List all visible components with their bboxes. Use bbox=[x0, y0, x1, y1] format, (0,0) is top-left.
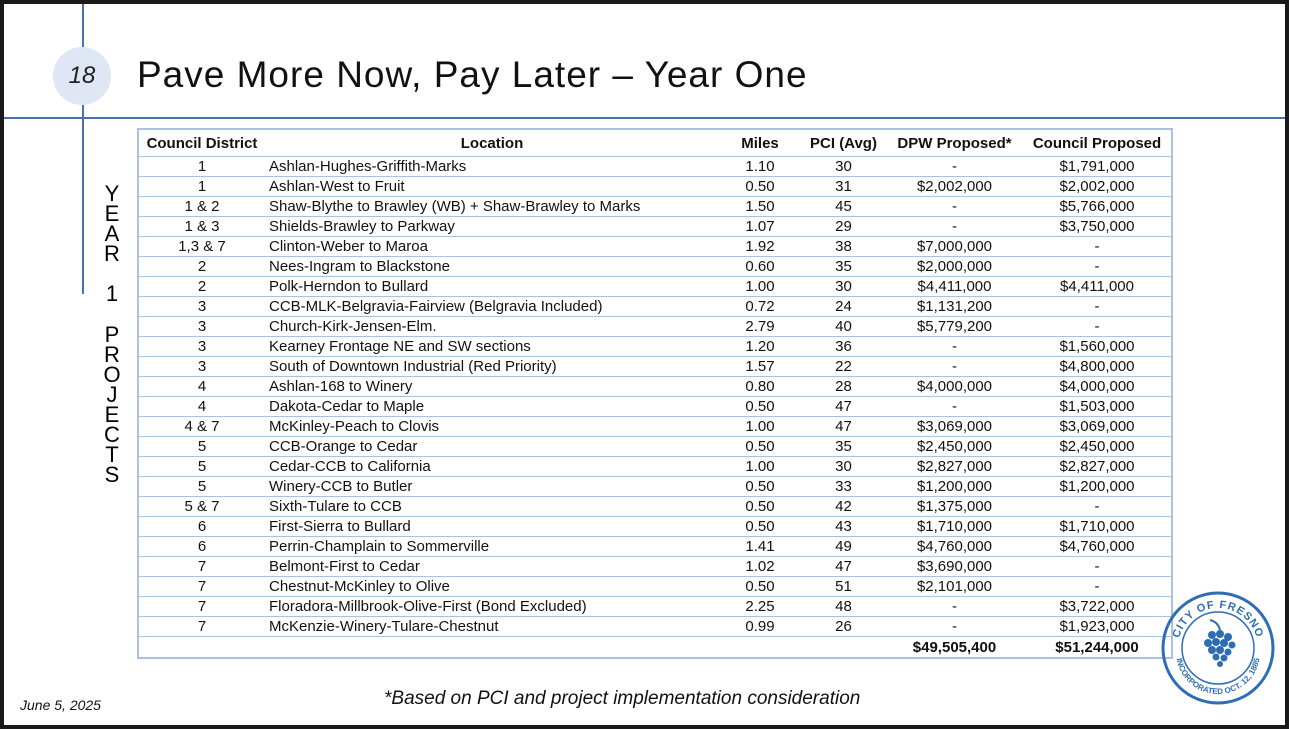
cell-district: 2 bbox=[138, 257, 265, 277]
cell-district: 5 bbox=[138, 477, 265, 497]
total-council: $51,244,000 bbox=[1023, 637, 1172, 659]
cell-council: $4,760,000 bbox=[1023, 537, 1172, 557]
table-row bbox=[138, 397, 1172, 417]
table-row bbox=[138, 277, 1172, 297]
cell-council: $1,923,000 bbox=[1059, 618, 1135, 635]
cell-miles: 1.00 bbox=[719, 457, 801, 477]
header-location: Location bbox=[265, 129, 719, 157]
cell-council: - bbox=[1023, 257, 1172, 277]
svg-text:INCORPORATED OCT. 12, 1885: INCORPORATED OCT. 12, 1885 bbox=[1174, 657, 1262, 697]
cell-miles: 0.60 bbox=[719, 257, 801, 277]
cell-location: Dakota-Cedar to Maple bbox=[265, 397, 719, 417]
cell-pci: 40 bbox=[801, 317, 886, 337]
table-row bbox=[138, 457, 1172, 477]
cell-council: $1,560,000 bbox=[1023, 337, 1172, 357]
cell-dpw: - bbox=[886, 357, 1023, 377]
cell-pci: 51 bbox=[801, 577, 886, 597]
table-row bbox=[138, 237, 1172, 257]
table-row bbox=[138, 197, 1172, 217]
header-pci: PCI (Avg) bbox=[801, 129, 886, 157]
cell-location: Ashlan-Hughes-Griffith-Marks bbox=[265, 157, 719, 177]
cell-pci: 29 bbox=[801, 217, 886, 237]
cell-council: $4,411,000 bbox=[1023, 277, 1172, 297]
cell-location: Shields-Brawley to Parkway bbox=[265, 217, 719, 237]
cell-pci: 30 bbox=[801, 277, 886, 297]
cell-pci: 28 bbox=[801, 377, 886, 397]
side-label-char: J bbox=[106, 381, 118, 407]
table-row bbox=[138, 377, 1172, 397]
table-row bbox=[138, 477, 1172, 497]
cell-miles: 0.99 bbox=[745, 618, 775, 635]
cell-dpw: $4,411,000 bbox=[886, 277, 1023, 297]
city-of-fresno-seal bbox=[1160, 590, 1276, 706]
cell-district: 3 bbox=[138, 337, 265, 357]
cell-district: 1 bbox=[138, 157, 265, 177]
cell-district: 7 bbox=[138, 597, 265, 617]
cell-location: Belmont-First to Cedar bbox=[265, 557, 719, 577]
cell-council: - bbox=[1023, 237, 1172, 257]
cell-council: $3,722,000 bbox=[1023, 597, 1172, 617]
side-label-char: O bbox=[103, 361, 121, 387]
cell-dpw: - bbox=[886, 197, 1023, 217]
table-row bbox=[138, 497, 1172, 517]
slide-number: 18 bbox=[53, 47, 111, 105]
cell-miles: 1.00 bbox=[719, 417, 801, 437]
cell-district: 7 bbox=[197, 618, 207, 635]
cell-district: 3 bbox=[138, 317, 265, 337]
cell-dpw: $3,069,000 bbox=[886, 417, 1023, 437]
cell-pci: 36 bbox=[801, 337, 886, 357]
cell-dpw: - bbox=[886, 397, 1023, 417]
cell-location: Cedar-CCB to California bbox=[265, 457, 719, 477]
table-row bbox=[138, 437, 1172, 457]
side-label-char: R bbox=[104, 241, 120, 267]
cell-district: 6 bbox=[138, 537, 265, 557]
cell-district: 3 bbox=[138, 357, 265, 377]
cell-miles: 1.50 bbox=[719, 197, 801, 217]
table-row bbox=[138, 257, 1172, 277]
cell-miles: 1.07 bbox=[719, 217, 801, 237]
table-row bbox=[138, 157, 1172, 177]
cell-dpw: $2,827,000 bbox=[886, 457, 1023, 477]
side-label-char: A bbox=[104, 221, 120, 247]
cell-pci: 33 bbox=[801, 477, 886, 497]
totals-row bbox=[138, 637, 1172, 659]
cell-district: 3 bbox=[138, 297, 265, 317]
cell-pci: 24 bbox=[801, 297, 886, 317]
cell-council: $4,800,000 bbox=[1023, 357, 1172, 377]
cell-pci: 35 bbox=[801, 257, 886, 277]
cell-miles: 1.41 bbox=[719, 537, 801, 557]
table-row bbox=[138, 317, 1172, 337]
cell-miles: 0.50 bbox=[719, 497, 801, 517]
table-row bbox=[138, 177, 1172, 197]
cell-location: CCB-MLK-Belgravia-Fairview (Belgravia Included) bbox=[265, 297, 719, 317]
cell-dpw: $4,000,000 bbox=[886, 377, 1023, 397]
cell-dpw: $1,710,000 bbox=[886, 517, 1023, 537]
cell-miles: 1.20 bbox=[719, 337, 801, 357]
table-row bbox=[138, 357, 1172, 377]
cell-pci: 30 bbox=[801, 457, 886, 477]
date-label: June 5, 2025 bbox=[20, 697, 101, 713]
cell-council: $2,450,000 bbox=[1023, 437, 1172, 457]
grape-cluster-icon bbox=[1204, 620, 1236, 667]
header-council-district: Council District bbox=[138, 129, 265, 157]
cell-district: 1 & 2 bbox=[138, 197, 265, 217]
cell-district: 1,3 & 7 bbox=[138, 237, 265, 257]
cell-pci: 31 bbox=[801, 177, 886, 197]
table-row bbox=[138, 337, 1172, 357]
cell-miles: 0.50 bbox=[719, 517, 801, 537]
footnote: *Based on PCI and project implementation consideration bbox=[384, 688, 861, 709]
cell-miles: 0.72 bbox=[719, 297, 801, 317]
cell-dpw: $2,000,000 bbox=[886, 257, 1023, 277]
cell-dpw: $1,131,200 bbox=[886, 297, 1023, 317]
side-label-char: 1 bbox=[105, 281, 119, 307]
cell-miles: 1.00 bbox=[719, 277, 801, 297]
cell-council: $2,002,000 bbox=[1023, 177, 1172, 197]
cell-location: Shaw-Blythe to Brawley (WB) + Shaw-Brawley to Marks bbox=[265, 197, 719, 217]
cell-dpw: $1,200,000 bbox=[886, 477, 1023, 497]
cell-district: 5 & 7 bbox=[138, 497, 265, 517]
cell-council: $5,766,000 bbox=[1023, 197, 1172, 217]
header-council-proposed: Council Proposed bbox=[1023, 129, 1172, 157]
cell-pci: 47 bbox=[801, 397, 886, 417]
cell-pci: 48 bbox=[801, 597, 886, 617]
svg-text:CITY OF FRESNO: CITY OF FRESNO bbox=[1170, 598, 1266, 640]
cell-council: - bbox=[1023, 297, 1172, 317]
cell-miles: 0.50 bbox=[719, 177, 801, 197]
cell-district: 5 bbox=[138, 457, 265, 477]
side-label-char: E bbox=[104, 201, 120, 227]
cell-district: 7 bbox=[138, 577, 265, 597]
table-row bbox=[138, 597, 1172, 617]
side-label-char: P bbox=[104, 321, 120, 347]
cell-pci: 30 bbox=[801, 157, 886, 177]
side-label-char: T bbox=[105, 442, 119, 468]
cell-location: Chestnut-McKinley to Olive bbox=[265, 577, 719, 597]
cell-location: McKinley-Peach to Clovis bbox=[265, 417, 719, 437]
cell-miles: 1.92 bbox=[719, 237, 801, 257]
cell-pci: 47 bbox=[801, 557, 886, 577]
cell-dpw: - bbox=[886, 597, 1023, 617]
cell-council: $1,791,000 bbox=[1023, 157, 1172, 177]
cell-location: South of Downtown Industrial (Red Priority) bbox=[265, 357, 719, 377]
cell-council: $3,750,000 bbox=[1023, 217, 1172, 237]
side-label-year-1-projects bbox=[100, 181, 124, 488]
cell-district: 6 bbox=[138, 517, 265, 537]
cell-pci: 49 bbox=[801, 537, 886, 557]
cell-dpw: $3,690,000 bbox=[886, 557, 1023, 577]
table-row bbox=[138, 517, 1172, 537]
cell-location: Polk-Herndon to Bullard bbox=[265, 277, 719, 297]
cell-location: Winery-CCB to Butler bbox=[265, 477, 719, 497]
cell-miles: 2.25 bbox=[719, 597, 801, 617]
cell-council: - bbox=[1023, 577, 1172, 597]
cell-dpw: - bbox=[952, 618, 957, 635]
cell-pci: 42 bbox=[801, 497, 886, 517]
cell-pci: 45 bbox=[801, 197, 886, 217]
cell-miles: 2.79 bbox=[719, 317, 801, 337]
cell-location: Ashlan-168 to Winery bbox=[265, 377, 719, 397]
cell-dpw: $2,002,000 bbox=[886, 177, 1023, 197]
cell-council: - bbox=[1023, 557, 1172, 577]
cell-pci: 22 bbox=[801, 357, 886, 377]
table-row bbox=[138, 557, 1172, 577]
cell-district: 2 bbox=[138, 277, 265, 297]
cell-location: CCB-Orange to Cedar bbox=[265, 437, 719, 457]
cell-dpw: - bbox=[886, 157, 1023, 177]
cell-pci: 35 bbox=[801, 437, 886, 457]
cell-dpw: $2,450,000 bbox=[886, 437, 1023, 457]
side-label-char: Y bbox=[104, 181, 120, 206]
table-body bbox=[138, 157, 1172, 637]
slide bbox=[4, 4, 1285, 725]
cell-location: Clinton-Weber to Maroa bbox=[265, 237, 719, 257]
cell-location: McKenzie-Winery-Tulare-Chestnut bbox=[269, 618, 499, 635]
cell-dpw: $2,101,000 bbox=[886, 577, 1023, 597]
cell-pci: 47 bbox=[801, 417, 886, 437]
table-row bbox=[138, 297, 1172, 317]
cell-council: $2,827,000 bbox=[1023, 457, 1172, 477]
cell-dpw: $1,375,000 bbox=[886, 497, 1023, 517]
cell-district: 4 bbox=[138, 377, 265, 397]
horizontal-accent-line bbox=[4, 117, 1285, 119]
cell-dpw: - bbox=[886, 217, 1023, 237]
table-row bbox=[138, 417, 1172, 437]
cell-dpw: $4,760,000 bbox=[886, 537, 1023, 557]
cell-miles: 0.80 bbox=[719, 377, 801, 397]
cell-miles: 1.02 bbox=[719, 557, 801, 577]
cell-miles: 1.10 bbox=[719, 157, 801, 177]
table-row bbox=[138, 217, 1172, 237]
cell-council: $3,069,000 bbox=[1023, 417, 1172, 437]
cell-miles: 0.50 bbox=[719, 577, 801, 597]
cell-location: Kearney Frontage NE and SW sections bbox=[265, 337, 719, 357]
cell-miles: 0.50 bbox=[719, 477, 801, 497]
cell-council: - bbox=[1023, 497, 1172, 517]
projects-table bbox=[137, 128, 1173, 659]
cell-pci: 43 bbox=[801, 517, 886, 537]
side-label-char: C bbox=[104, 422, 120, 448]
cell-location: Nees-Ingram to Blackstone bbox=[265, 257, 719, 277]
side-label-char: R bbox=[104, 341, 120, 367]
cell-dpw: $5,779,200 bbox=[886, 317, 1023, 337]
table-row bbox=[138, 617, 1172, 637]
side-label-char: S bbox=[104, 462, 120, 488]
cell-council: $4,000,000 bbox=[1023, 377, 1172, 397]
cell-council: $1,710,000 bbox=[1023, 517, 1172, 537]
header-dpw-proposed: DPW Proposed* bbox=[886, 129, 1023, 157]
cell-council: $1,503,000 bbox=[1023, 397, 1172, 417]
table-row bbox=[138, 577, 1172, 597]
cell-location: First-Sierra to Bullard bbox=[265, 517, 719, 537]
side-label-char: E bbox=[104, 402, 120, 428]
cell-council: - bbox=[1023, 317, 1172, 337]
cell-location: Floradora-Millbrook-Olive-First (Bond Excluded) bbox=[265, 597, 719, 617]
cell-location: Church-Kirk-Jensen-Elm. bbox=[265, 317, 719, 337]
cell-location: Sixth-Tulare to CCB bbox=[265, 497, 719, 517]
cell-district: 5 bbox=[138, 437, 265, 457]
total-dpw: $49,505,400 bbox=[886, 637, 1023, 659]
cell-district: 4 bbox=[138, 397, 265, 417]
cell-dpw: - bbox=[886, 337, 1023, 357]
cell-location: Perrin-Champlain to Sommerville bbox=[265, 537, 719, 557]
cell-district: 1 bbox=[138, 177, 265, 197]
cell-district: 7 bbox=[138, 557, 265, 577]
cell-district: 4 & 7 bbox=[138, 417, 265, 437]
cell-miles: 1.57 bbox=[719, 357, 801, 377]
cell-district: 1 & 3 bbox=[138, 217, 265, 237]
cell-pci: 38 bbox=[801, 237, 886, 257]
cell-dpw: $7,000,000 bbox=[886, 237, 1023, 257]
cell-council: $1,200,000 bbox=[1023, 477, 1172, 497]
table-row bbox=[138, 537, 1172, 557]
header-miles: Miles bbox=[719, 129, 801, 157]
slide-title: Pave More Now, Pay Later – Year One bbox=[137, 54, 808, 95]
cell-miles: 0.50 bbox=[719, 437, 801, 457]
cell-miles: 0.50 bbox=[719, 397, 801, 417]
table-header-row bbox=[138, 129, 1172, 157]
cell-location: Ashlan-West to Fruit bbox=[265, 177, 719, 197]
cell-pci: 26 bbox=[835, 618, 852, 635]
